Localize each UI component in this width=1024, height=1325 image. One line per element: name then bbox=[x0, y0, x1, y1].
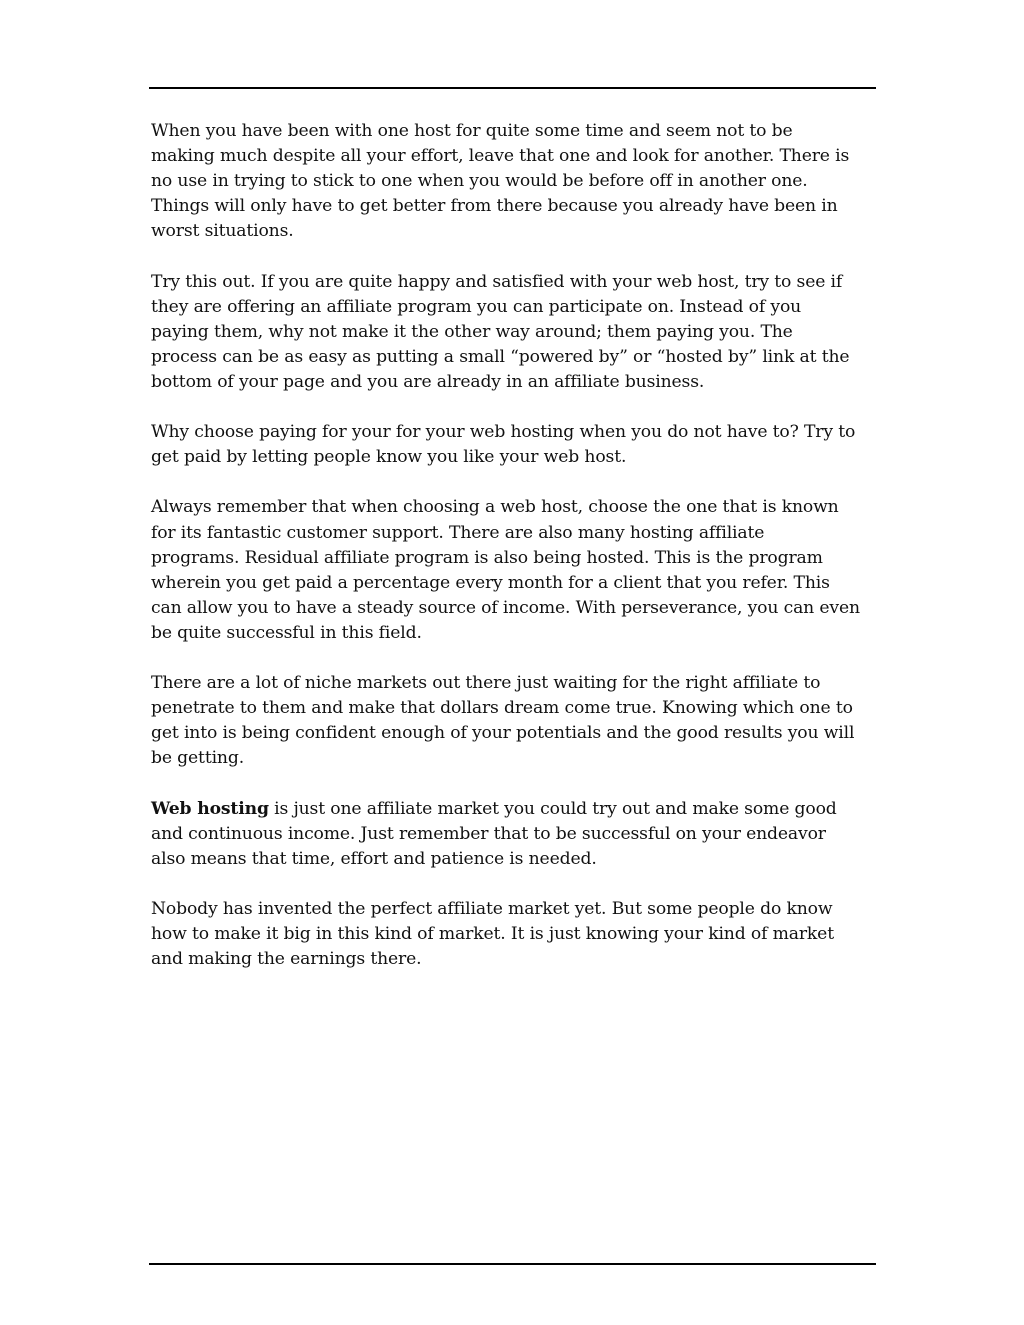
paragraph-4 bbox=[151, 495, 877, 646]
text-line: no use in trying to stick to one when you would be before off in another one. bbox=[151, 171, 808, 192]
paragraph-2 bbox=[151, 270, 877, 395]
text-line: When you have been with one host for quite some time and seem not to be bbox=[151, 121, 793, 141]
text-line: can allow you to have a steady source of income. With perseverance, you can even bbox=[151, 597, 860, 618]
text-line: also means that time, effort and patience is needed. bbox=[151, 848, 597, 869]
text-line: Why choose paying for your for your web hosting when you do not have to? Try to bbox=[151, 422, 856, 443]
text-line: how to make it big in this kind of market. It is just knowing your kind of market bbox=[151, 924, 834, 944]
text-line: get paid by letting people know you like your web host. bbox=[151, 447, 627, 468]
text-line bbox=[151, 797, 877, 822]
text-line: making much despite all your effort, leave that one and look for another. There is bbox=[151, 146, 850, 167]
text-line: get into is being confident enough of your potentials and the good results you will bbox=[151, 723, 855, 744]
text-line: Things will only have to get better from there because you already have been in bbox=[151, 196, 838, 217]
paragraph-3 bbox=[151, 420, 877, 470]
paragraph-5 bbox=[151, 671, 877, 771]
text-fragment: is just one affiliate market you could try out and make some good bbox=[268, 798, 837, 819]
paragraph-6 bbox=[151, 797, 877, 872]
text-line: paying them, why not make it the other way around; them paying you. The bbox=[151, 321, 793, 342]
text-line: Try this out. If you are quite happy and satisfied with your web host, try to see if bbox=[151, 271, 843, 292]
text-line: worst situations. bbox=[151, 221, 294, 242]
paragraph-7 bbox=[151, 897, 877, 972]
text-line: they are offering an affiliate program you can participate on. Instead of you bbox=[151, 296, 802, 317]
text-line: process can be as easy as putting a small “powered by” or “hosted by” link at the bbox=[151, 346, 850, 367]
footer-rule bbox=[149, 1263, 876, 1265]
text-line: be getting. bbox=[151, 748, 245, 769]
document-body bbox=[151, 119, 877, 997]
text-line: be quite successful in this field. bbox=[151, 622, 422, 643]
text-line: wherein you get paid a percentage every month for a client that you refer. This bbox=[151, 572, 830, 593]
text-line: Nobody has invented the perfect affiliate market yet. But some people do know bbox=[151, 898, 833, 919]
paragraph-1 bbox=[151, 119, 877, 244]
header-rule bbox=[149, 87, 876, 89]
text-line: for its fantastic customer support. There are also many hosting affiliate bbox=[151, 522, 765, 543]
text-line: and making the earnings there. bbox=[151, 949, 422, 970]
text-line: penetrate to them and make that dollars dream come true. Knowing which one to bbox=[151, 698, 853, 719]
text-line: programs. Residual affiliate program is also being hosted. This is the program bbox=[151, 547, 823, 568]
text-line: There are a lot of niche markets out there just waiting for the right affiliate to bbox=[151, 673, 821, 694]
text-line: Always remember that when choosing a web host, choose the one that is known bbox=[151, 497, 839, 518]
text-line: bottom of your page and you are already in an affiliate business. bbox=[151, 371, 705, 392]
bold-term: Web hosting bbox=[151, 798, 269, 819]
text-line: and continuous income. Just remember that to be successful on your endeavor bbox=[151, 823, 826, 844]
